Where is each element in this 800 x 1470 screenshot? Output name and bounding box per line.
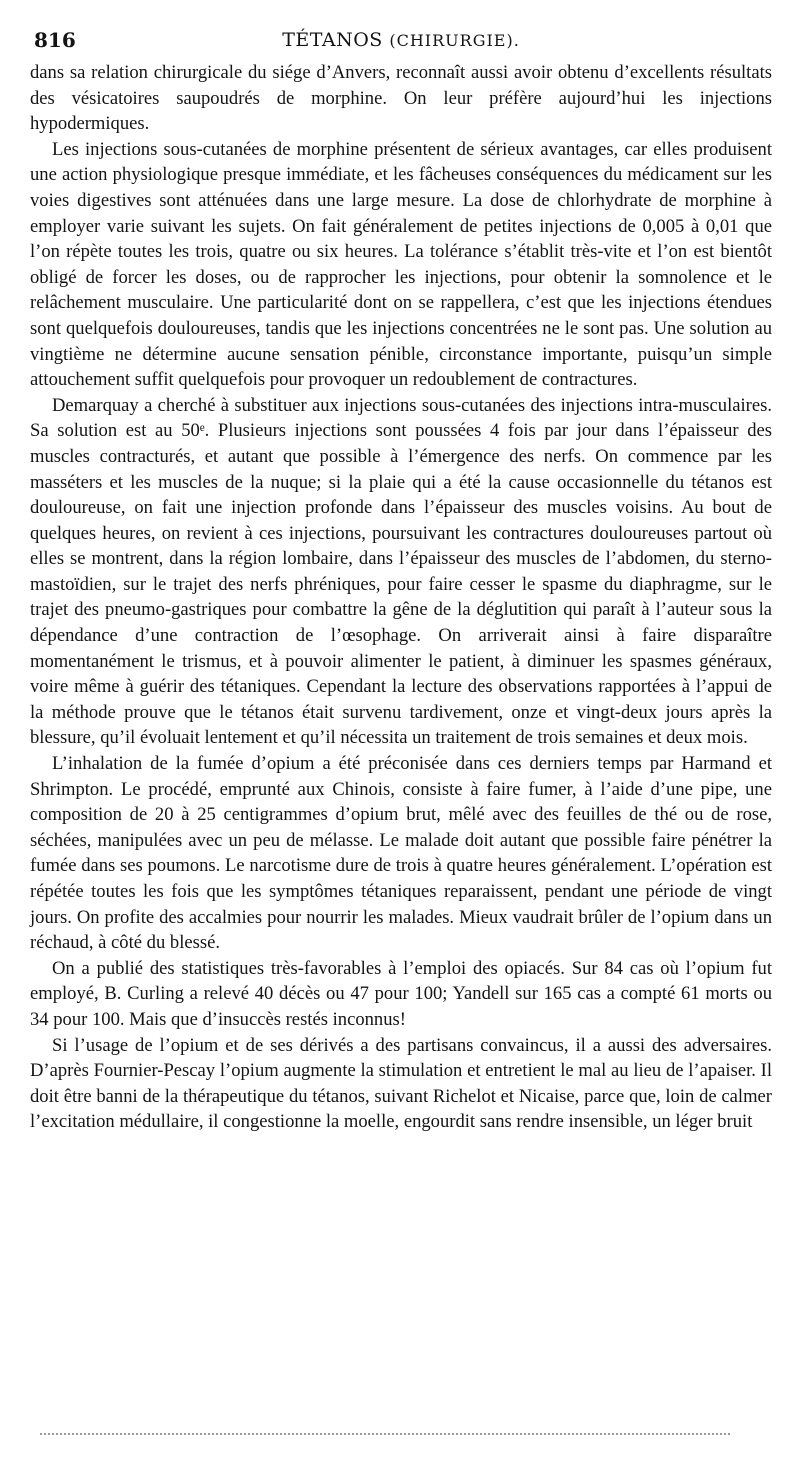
paragraph-statistics: On a publié des statistiques très-favorables à l’emploi des opiacés. Sur 84 cas où l’opium fut employé, B. Curling a relevé 40 décès ou 47 pour 100; Yandell sur 165 cas a compté 61 morts ou 34 pour 100. Mais que d’insuccès restés inconnus! (30, 957, 772, 1030)
paragraph-demarquay: Demarquay a cherché à substituer aux injections sous-cutanées des injections intra-musculaires. Sa solution est au 50ᵉ. Plusieurs injections sont poussées 4 fois par jour dans l’épaisseur des muscles contracturés, et autant que possible à l’émergence des nerfs. On commence par les masséters et les muscles de la nuque; si la plaie qui a été la cause occasionnelle du tétanos est douloureuse, on fait une injection profonde dans l’épaisseur des muscles voisins. Au bout de quelques heures, on revient à ces injections, poursuivant les contractures douloureuses partout où elles se montrent, dans la région lombaire, dans l’épaisseur des muscles de l’abdomen, du sterno-mastoïdien, sur le trajet des nerfs phréniques, pour faire cesser le spasme du diaphragme, sur le trajet des pneumo-gastriques pour combattre la gêne de la déglutition qui paraît à l’auteur sous la dépendance d’une contraction de l’œsophage. On arriverait ainsi à faire disparaître momentanément le trismus, et à pouvoir alimenter le patient, à diminuer les spasmes généraux, voire même à guérir des tétaniques. Cependant la lecture des observations rapportées à l’appui de la méthode prouve que le tétanos était survenu tardivement, onze et vingt-deux jours après la blessure, qu’il évoluait lentement et qu’il nécessita un traitement de trois semaines et deux mois. (30, 394, 772, 749)
paragraph-morphine-injections: Les injections sous-cutanées de morphine présentent de sérieux avantages, car elles produisent une action physiologique presque immédiate, et les fâcheuses conséquences du médicament sur les voies digestives sont atténuées dans une large mesure. La dose de chlorhydrate de morphine à employer varie suivant les sujets. On fait généralement de petites injections de 0,005 à 0,01 que l’on répète toutes les trois, quatre ou six heures. La tolérance s’établit très-vite et l’on est bientôt obligé de forcer les doses, ou de rapprocher les injections, pour obtenir la somnolence et le relâchement musculaire. Une particularité dont on se rappellera, c’est que les injections étendues sont quelquefois douloureuses, tandis que les injections concentrées ne le sont pas. Une solution au vingtième ne détermine aucune sensation pénible, circonstance importante, puisqu’un simple attouchement suffit quelquefois pour provoquer un redoublement de contractures. (30, 138, 772, 391)
paragraph-opium-inhalation: L’inhalation de la fumée d’opium a été préconisée dans ces derniers temps par Harmand et Shrimpton. Le procédé, emprunté aux Chinois, consiste à faire fumer, à l’aide d’une pipe, une composition de 20 à 25 centigrammes d’opium brut, mêlé avec des feuilles de thé ou de rose, séchées, manipulées avec un peu de mélasse. Le malade doit autant que possible faire pénétrer la fumée dans ses poumons. Le narcotisme dure de trois à quatre heures généralement. L’opération est répétée toutes les fois que les symptômes tétaniques reparaissent, pendant une période de vingt jours. On profite des accalmies pour nourrir les malades. Mieux vaudrait brûler de l’opium dans un réchaud, à côté du blessé. (30, 753, 772, 954)
book-page (30, 22, 772, 1422)
body-text (30, 60, 772, 1135)
running-title-main: TÉTANOS (282, 29, 383, 51)
running-title (30, 22, 772, 59)
running-head (30, 22, 772, 58)
page-number: 816 (34, 28, 76, 52)
running-title-subtitle: (CHIRURGIE). (389, 31, 520, 50)
paragraph-adversaries: Si l’usage de l’opium et de ses dérivés a des partisans convaincus, il a aussi des adversaires. D’après Fournier-Pescay l’opium augmente la stimulation et entretient le mal au lieu de l’apaiser. Il doit être banni de la thérapeutique du tétanos, suivant Richelot et Nicaise, parce que, loin de calmer l’excitation médullaire, il congestionne la moelle, engourdit sans rendre insensible, un léger bruit (30, 1034, 772, 1133)
paragraph-continued: dans sa relation chirurgicale du siége d’Anvers, reconnaît aussi avoir obtenu d’excellents résultats des vésicatoires saupoudrés de morphine. On leur préfère aujourd’hui les injections hypodermiques. (30, 62, 772, 135)
footer-print-artifact (40, 1433, 730, 1435)
